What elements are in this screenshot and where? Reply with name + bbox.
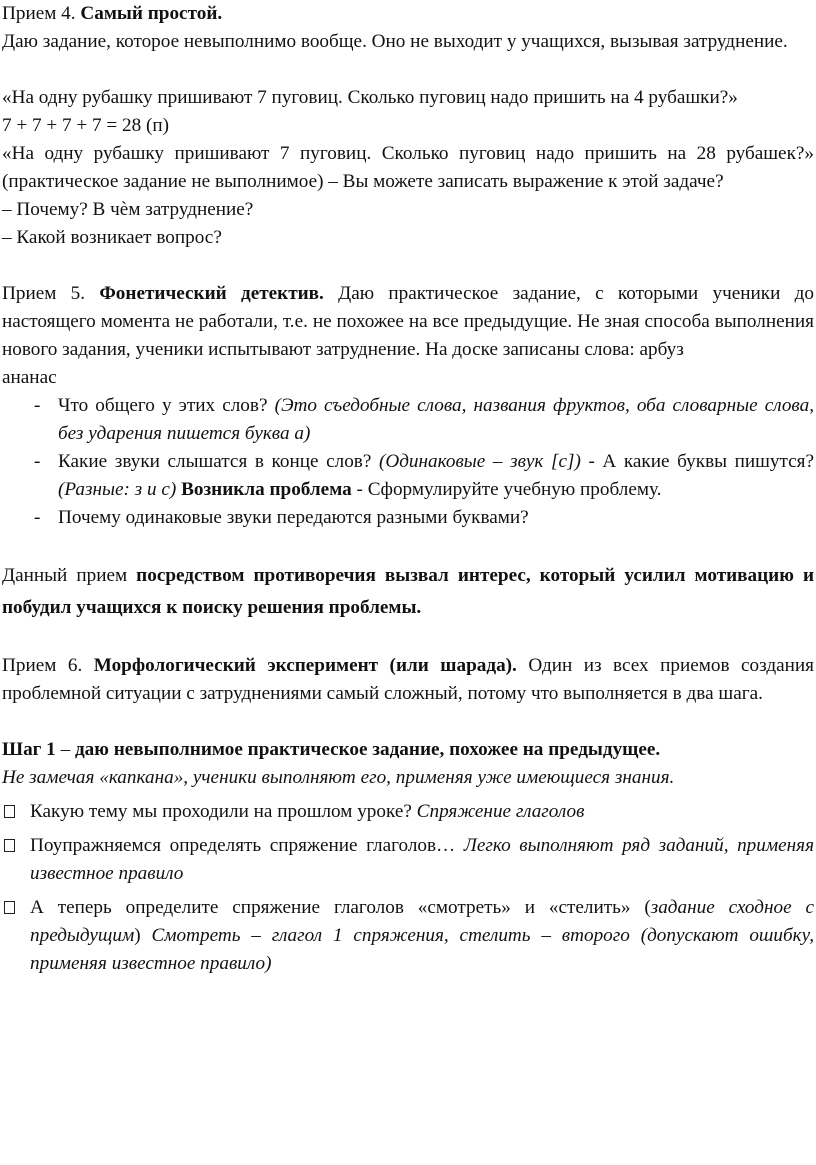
list-item-text: - А какие буквы пишутся? [580,451,815,472]
dash-marker: - [34,507,41,528]
list-item-text: Что общего у этих слов? [58,395,275,416]
p6-heading-label: Прием 6. [2,655,94,676]
list-item-text: Какую тему мы проходили на прошлом уроке? [30,801,417,822]
list-item-answer: Спряжение глаголов [416,801,585,822]
p5-heading-label: Прием 5. [2,283,100,304]
checkbox-square-icon [4,839,15,852]
p4-intro: Даю задание, которое невыполнимо вообще. Оно не выходит у учащихся, вызывая затруднение. [2,31,788,52]
p5-summary-emphasis: посредством противоречия вызвал интерес, который усилил мотивацию и побудил учащихся к поиску решения проблемы. [2,565,814,618]
p5-heading-title: Фонетический детектив. [99,283,324,304]
list-item-text: - Сформулируйте учебную проблему. [351,479,662,500]
list-item [2,392,814,448]
p4-equation: 7 + 7 + 7 + 7 = 28 (п) [2,115,170,136]
p5-summary [2,560,814,624]
list-item-text: А теперь определите спряжение глаголов «смотреть» и «стелить» ( [30,897,651,918]
list-item-emphasis: Возникла проблема [176,479,352,500]
list-item [2,894,814,978]
list-item-text: ) [134,925,152,946]
dash-marker: - [34,395,41,416]
p6-step1 [2,736,814,764]
list-item [2,832,814,888]
list-item-answer: (Это съедобные слова, названия фруктов, оба словарные слова, без ударения пишется буква а) [58,395,814,444]
p4-heading-title: Самый простой. [80,3,223,24]
list-item-answer: (Одинаковые – звук [с]) [378,451,581,472]
p4-heading [2,0,814,28]
p5-summary-text: Данный прием [2,565,137,586]
step-dash: – [55,739,75,760]
step-text: даю невыполнимое практическое задание, похожее на предыдущее. [74,739,661,760]
step-note: Не замечая «капкана», ученики выполняют его, применяя уже имеющиеся знания. [2,767,675,788]
p6-paragraph [2,652,814,708]
list-item-text: Какие звуки слышатся в конце слов? [58,451,379,472]
dash-marker: - [34,451,41,472]
p4-heading-label: Прием 4. [2,3,81,24]
list-item [2,448,814,504]
list-item-answer: (Разные: з и с) [58,479,177,500]
p5-question-list [2,392,814,532]
p6-item-list [2,798,814,978]
p6-step1-note [2,764,814,792]
list-item-answer: Смотреть – глагол 1 спряжения, стелить – второго (допускают ошибку, применяя известное правило) [30,925,814,974]
step-label: Шаг 1 [2,739,56,760]
p4-question1: – Почему? В чѐм затруднение? [2,199,254,220]
list-item [2,504,814,532]
p5-paragraph [2,280,814,364]
p6-heading-title: Морфологический эксперимент (или шарада). [93,655,517,676]
list-item [2,798,814,826]
list-item-text: Поупражняемся определять спряжение глаголов… [30,835,464,856]
p4-task1: «На одну рубашку пришивают 7 пуговиц. Сколько пуговиц надо пришить на 4 рубашки?» [2,87,738,108]
list-item-answer: задание сходное с предыдущим [30,897,814,946]
p6-text: Один из всех приемов создания проблемной ситуации с затруднениями самый сложный, потому что выполняется в два шага. [2,655,814,704]
list-item-text: Почему одинаковые звуки передаются разными буквами? [58,507,529,528]
p4-question2: – Какой возникает вопрос? [2,227,222,248]
p4-task2: «На одну рубашку пришивают 7 пуговиц. Сколько пуговиц надо пришить на 28 рубашек?» (практическое задание не выполнимое) – Вы можете записать выражение к этой задаче? [2,143,814,192]
p5-text: Даю практическое задание, с которыми ученики до настоящего момента не работали, т.е. не похожее на все предыдущие. Не зная способа выполнения нового задания, ученики испытывают затруднение. На доске записаны слова: арбуз [2,283,814,360]
checkbox-square-icon [4,805,15,818]
list-item-answer: Легко выполняют ряд заданий, применяя известное правило [30,835,814,884]
checkbox-square-icon [4,901,15,914]
p5-word2: ананас [2,367,57,388]
